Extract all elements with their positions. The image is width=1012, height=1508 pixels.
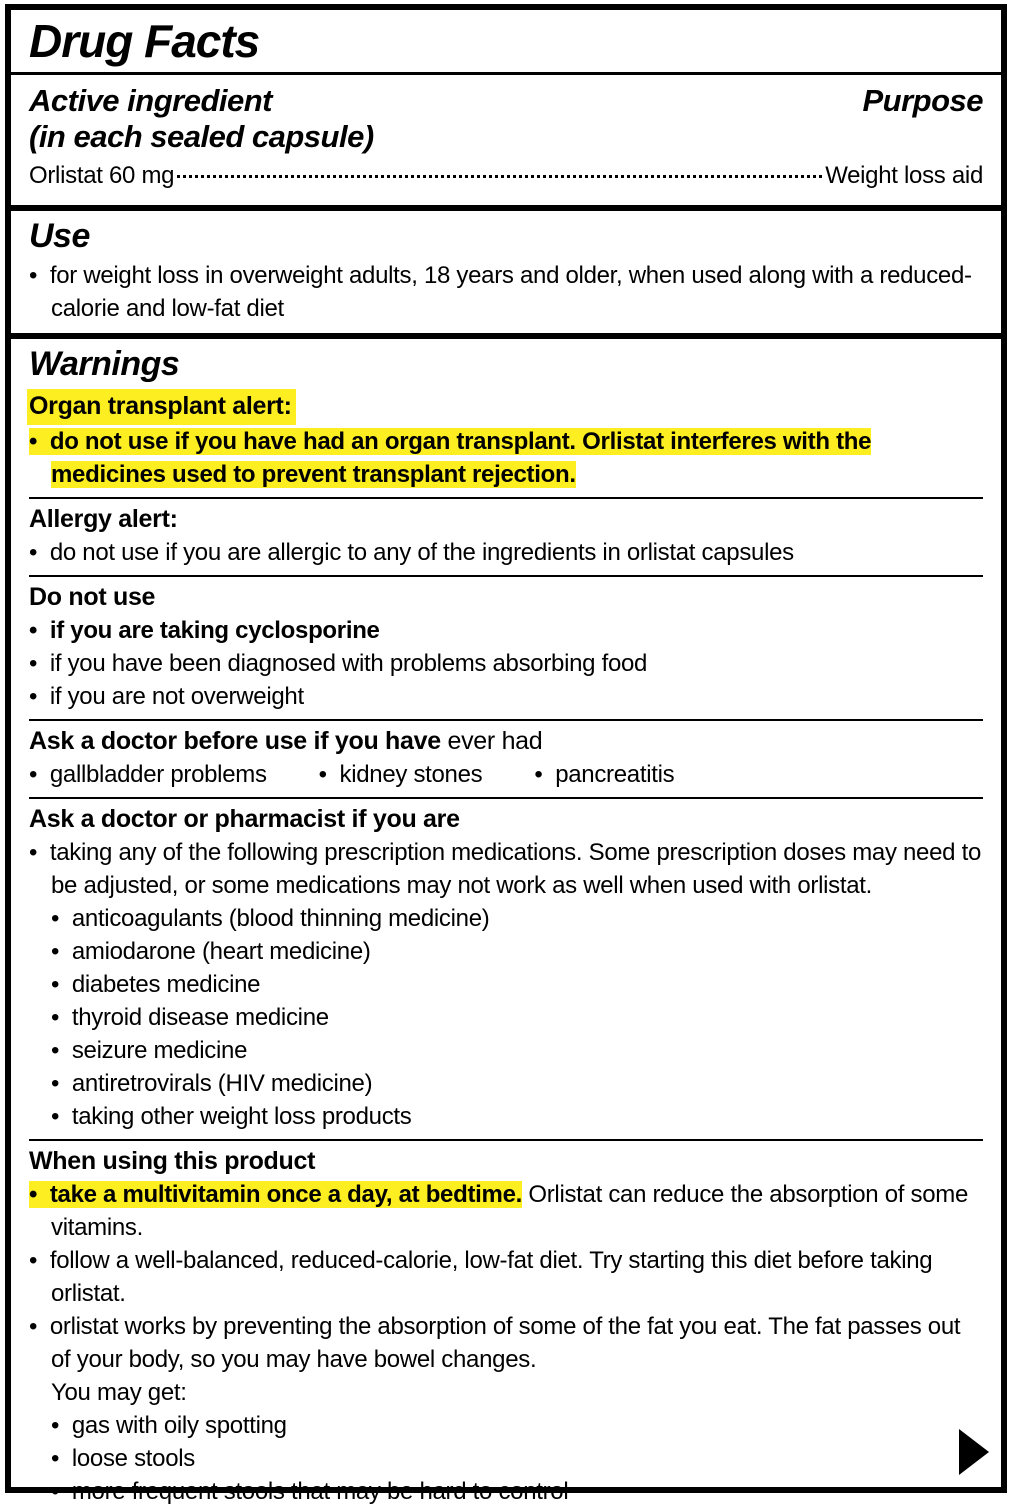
use-heading: Use <box>29 217 90 255</box>
section-rule <box>29 497 983 499</box>
prescription-intro-bullet: • taking any of the following prescription medications. Some prescription doses may need to be adjusted, or some medications may not work as well when used with orlistat. <box>29 836 983 902</box>
medication-item: • antiretrovirals (HIV medicine) <box>51 1067 983 1100</box>
title-section <box>11 10 1001 66</box>
side-effect-item: • loose stools <box>51 1442 983 1475</box>
allergy-alert-label: Allergy alert: <box>29 505 178 533</box>
do-not-use-bullet: • if you are not overweight <box>29 680 983 713</box>
active-ingredient-heading-line1: Active ingredient <box>29 83 272 118</box>
list-item: • gallbladder problems <box>29 758 267 791</box>
medication-item: • amiodarone (heart medicine) <box>51 935 983 968</box>
section-rule <box>29 1139 983 1141</box>
ask-doctor-before-use <box>29 725 983 791</box>
warnings-heading: Warnings <box>29 345 180 383</box>
how-orlistat-works-bullet: • orlistat works by preventing the absorption of some of the fat you eat. The fat passes out of your body, so you may have bowel changes. <box>29 1310 983 1376</box>
use-section <box>11 205 1001 333</box>
warnings-section <box>11 333 1001 1508</box>
medication-item: • diabetes medicine <box>51 968 983 1001</box>
diet-bullet: • follow a well-balanced, reduced-calorie, low-fat diet. Try starting this diet before taking orlistat. <box>29 1244 983 1310</box>
drug-facts-label <box>5 4 1007 1505</box>
when-using-heading: When using this product <box>29 1147 316 1175</box>
ingredient-row <box>29 159 983 193</box>
active-ingredient-heading-line2: (in each sealed capsule) <box>29 119 374 154</box>
medication-item: • anticoagulants (blood thinning medicine) <box>51 902 983 935</box>
list-item: • pancreatitis <box>534 758 674 791</box>
list-item: • kidney stones <box>319 758 483 791</box>
you-may-get-label: You may get: <box>51 1379 187 1406</box>
allergy-bullet: • do not use if you are allergic to any of the ingredients in orlistat capsules <box>29 536 983 569</box>
organ-transplant-alert-label: Organ transplant alert: <box>27 389 296 425</box>
section-rule <box>29 797 983 799</box>
side-effect-item: • gas with oily spotting <box>51 1409 983 1442</box>
continuation-arrow-icon <box>959 1429 989 1475</box>
ask-doctor-or-pharmacist <box>29 803 983 1133</box>
medication-item: • seizure medicine <box>51 1034 983 1067</box>
active-ingredient-section <box>11 75 1001 205</box>
ingredient-name: Orlistat 60 mg <box>29 162 175 189</box>
when-using-this-product <box>29 1145 983 1508</box>
page-title: Drug Facts <box>29 15 260 67</box>
ask-pharmacist-heading: Ask a doctor or pharmacist if you are <box>29 805 460 833</box>
organ-transplant-bullet: • do not use if you have had an organ transplant. Orlistat interferes with the medicines used to prevent transplant rejection. <box>29 425 983 491</box>
multivitamin-bullet: • take a multivitamin once a day, at bedtime. Orlistat can reduce the absorption of some vitamins. <box>29 1178 983 1244</box>
organ-transplant-alert <box>29 387 983 491</box>
section-rule <box>29 575 983 577</box>
allergy-alert <box>29 503 983 569</box>
use-bullet: • for weight loss in overweight adults, 18 years and older, when used along with a reduced-calorie and low-fat diet <box>29 259 983 325</box>
do-not-use-heading: Do not use <box>29 583 156 611</box>
do-not-use <box>29 581 983 713</box>
do-not-use-bullet: • if you have been diagnosed with problems absorbing food <box>29 647 983 680</box>
dot-leader <box>177 174 822 178</box>
do-not-use-bullet: • if you are taking cyclosporine <box>29 614 983 647</box>
section-rule <box>29 719 983 721</box>
ingredient-purpose: Weight loss aid <box>825 162 983 189</box>
ask-doctor-items <box>29 758 983 791</box>
ask-doctor-heading: Ask a doctor before use if you have ever had <box>29 727 543 755</box>
medication-item: • thyroid disease medicine <box>51 1001 983 1034</box>
purpose-heading: Purpose <box>862 83 983 118</box>
side-effect-item: • more frequent stools that may be hard to control <box>51 1475 983 1508</box>
medication-item: • taking other weight loss products <box>51 1100 983 1133</box>
active-ingredient-heading <box>29 83 374 155</box>
